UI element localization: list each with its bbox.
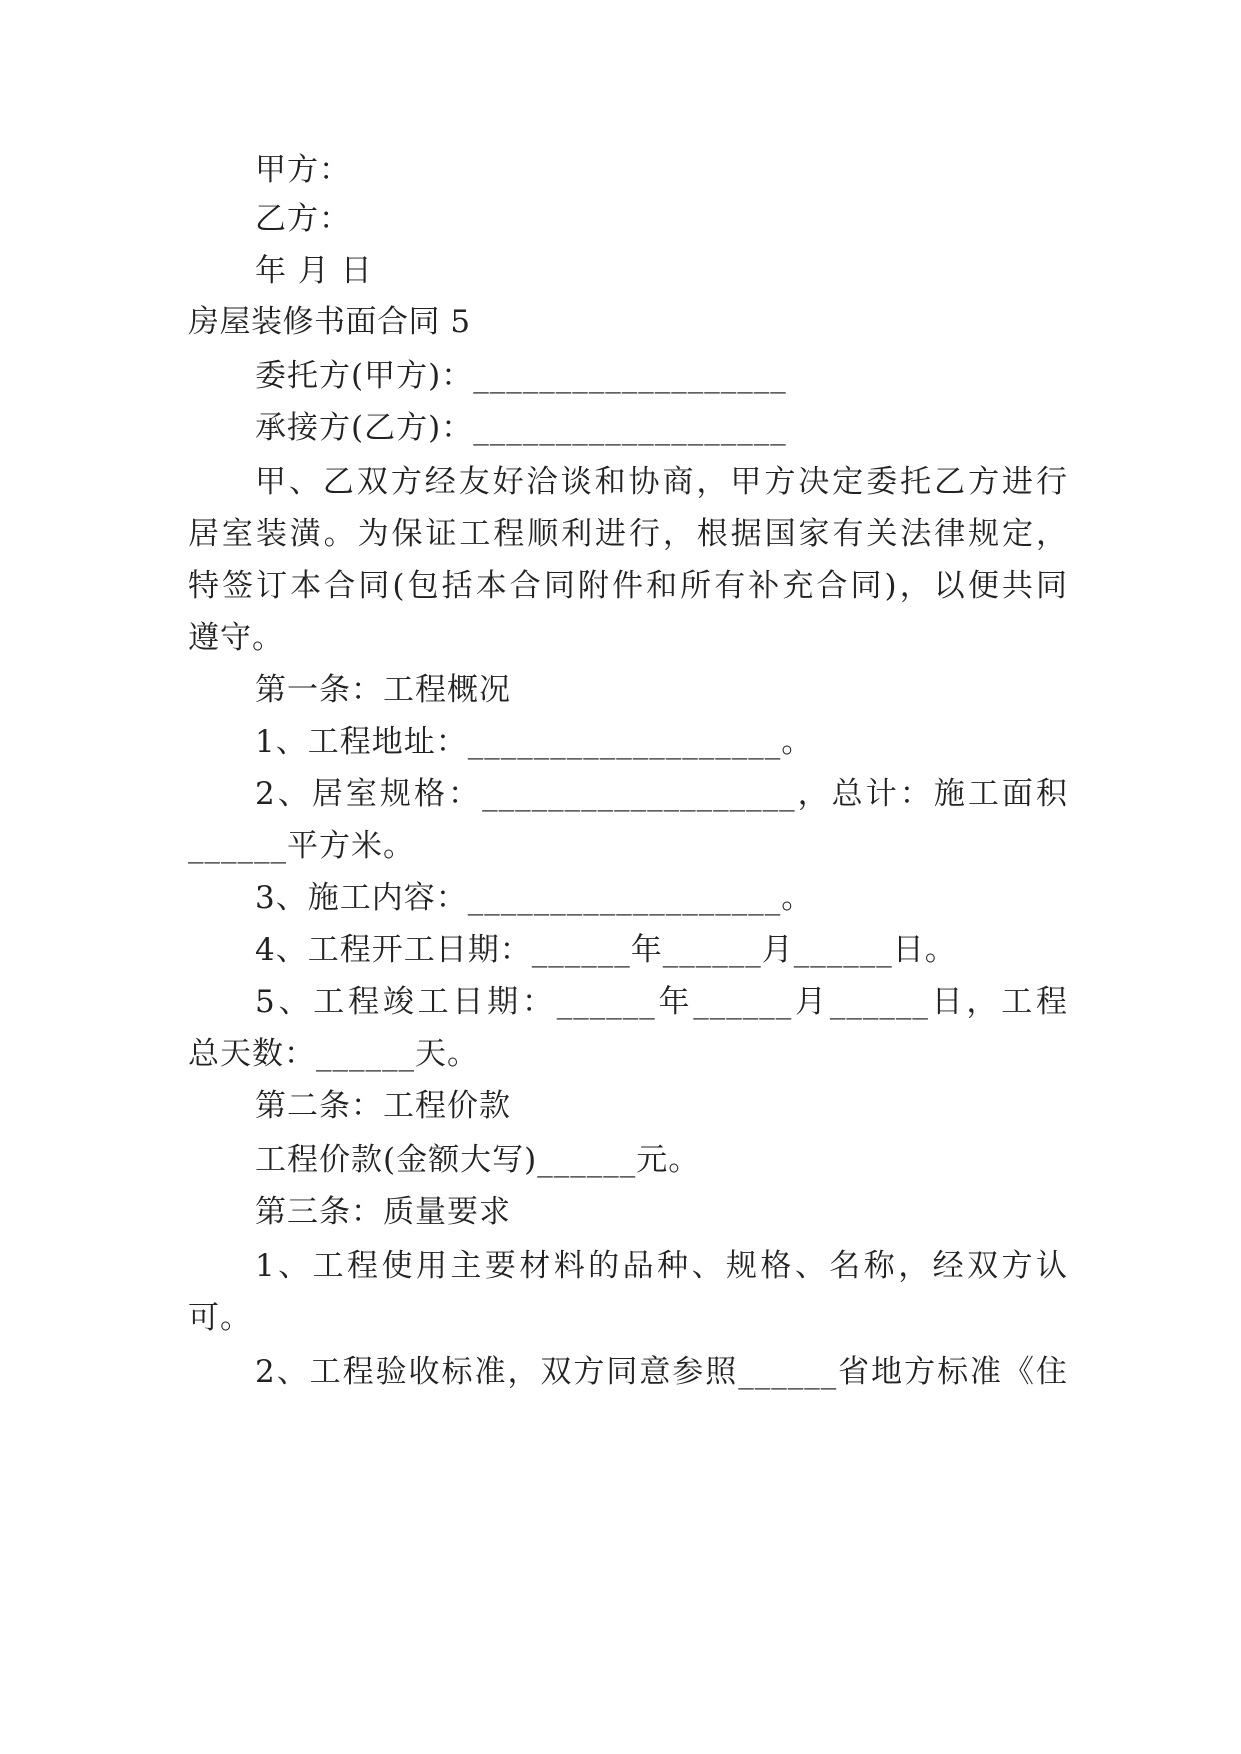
article-1-item-5: 5、工程竣工日期：______年______月______日，工程 [255, 984, 1068, 1020]
article-3-item-1: 1、工程使用主要材料的品种、规格、名称，经双方认 [255, 1248, 1068, 1284]
client-line: 委托方(甲方)：___________________ [255, 358, 787, 394]
intro-paragraph-line-3: 特签订本合同(包括本合同附件和所有补充合同)，以便共同 [188, 568, 1068, 604]
contract-title: 房屋装修书面合同 5 [188, 304, 471, 340]
article-3-item-1-cont: 可。 [188, 1300, 252, 1336]
article-1-item-2-cont: ______平方米。 [188, 828, 415, 864]
date-line: 年 月 日 [255, 253, 373, 289]
article-3-heading: 第三条：质量要求 [255, 1194, 511, 1230]
intro-paragraph-line-4: 遵守。 [188, 620, 284, 656]
article-2-heading: 第二条：工程价款 [255, 1088, 511, 1124]
article-1-item-5-cont: 总天数：______天。 [188, 1036, 479, 1072]
intro-paragraph-line-1: 甲、乙双方经友好洽谈和协商，甲方决定委托乙方进行 [255, 464, 1068, 500]
article-2-price: 工程价款(金额大写)______元。 [255, 1142, 701, 1178]
article-1-item-4: 4、工程开工日期：______年______月______日。 [255, 932, 957, 968]
article-1-heading: 第一条：工程概况 [255, 672, 511, 708]
party-a-line: 甲方： [255, 152, 351, 188]
party-b-line: 乙方： [255, 201, 351, 237]
article-1-item-3: 3、施工内容：___________________。 [255, 880, 814, 916]
article-3-item-2: 2、工程验收标准，双方同意参照______省地方标准《住 [255, 1354, 1068, 1390]
article-1-item-1: 1、工程地址：___________________。 [255, 724, 814, 760]
article-1-item-2: 2、居室规格：___________________，总计：施工面积 [255, 776, 1068, 812]
contractor-line: 承接方(乙方)：___________________ [255, 410, 787, 446]
intro-paragraph-line-2: 居室装潢。为保证工程顺利进行，根据国家有关法律规定， [188, 516, 1068, 552]
